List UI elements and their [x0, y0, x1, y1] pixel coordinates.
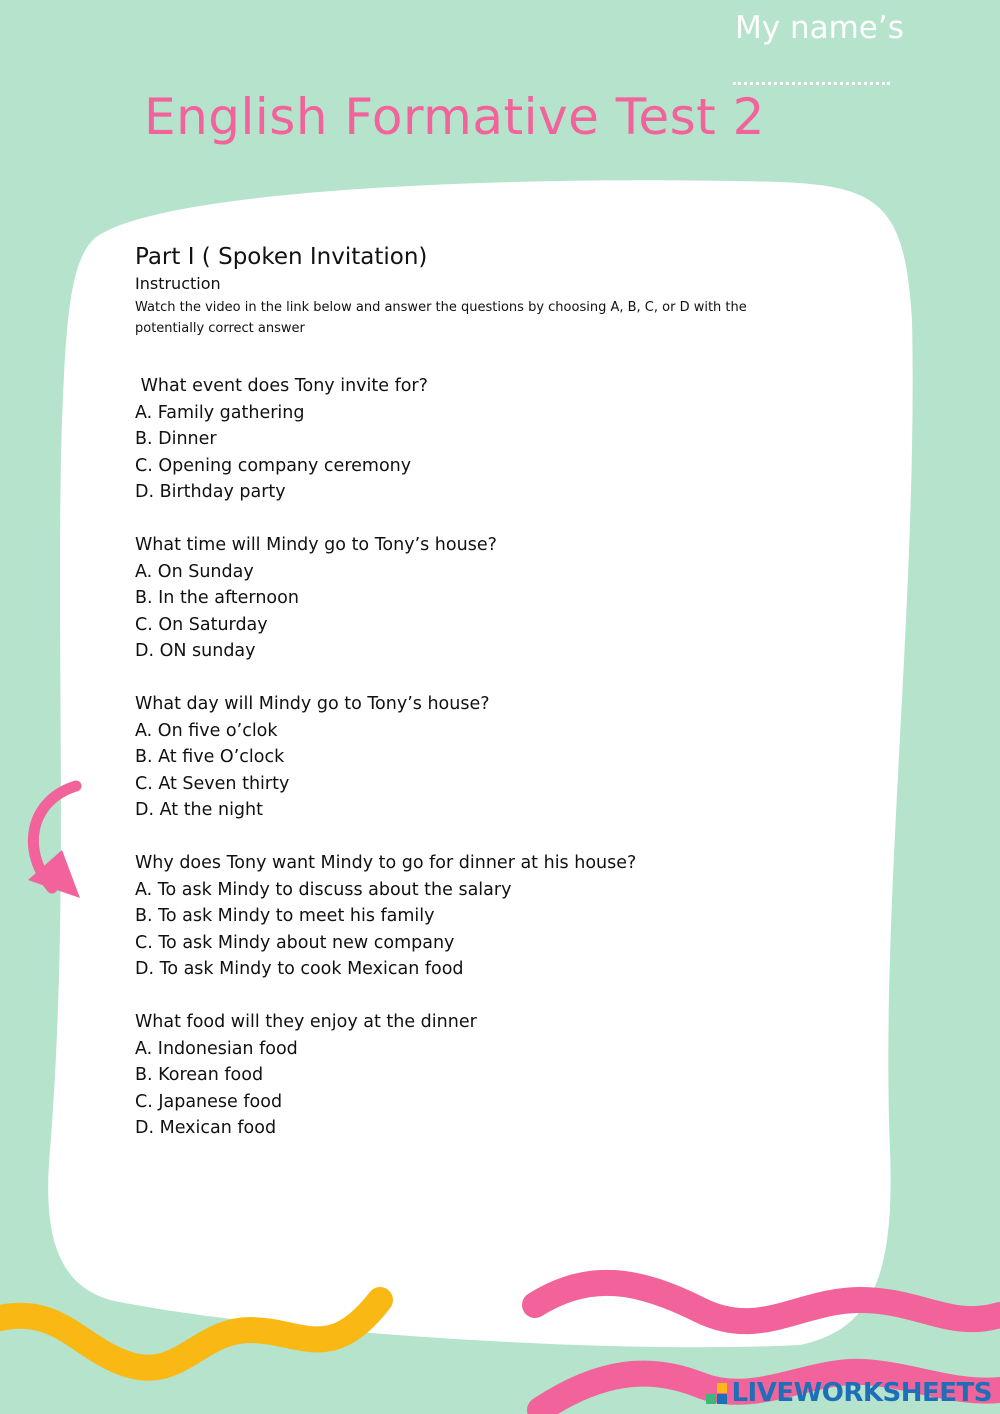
- liveworksheets-logo-icon: [706, 1383, 727, 1404]
- question-stem: Why does Tony want Mindy to go for dinner at his house?: [135, 853, 637, 873]
- answer-option[interactable]: C. Japanese food: [135, 1091, 283, 1112]
- answer-option[interactable]: C. To ask Mindy about new company: [135, 932, 455, 953]
- answer-option[interactable]: D. ON sunday: [135, 641, 256, 661]
- answer-option[interactable]: D. Birthday party: [135, 482, 286, 502]
- worksheet-content: [135, 244, 835, 1168]
- instruction-label: Instruction: [135, 274, 221, 293]
- brand-name: LIVEWORKSHEETS: [731, 1378, 992, 1408]
- answer-option[interactable]: D. To ask Mindy to cook Mexican food: [135, 959, 464, 979]
- answer-option[interactable]: A. Family gathering: [135, 402, 305, 423]
- question-stem: What time will Mindy go to Tony’s house?: [135, 535, 497, 555]
- question-5: [135, 1009, 835, 1142]
- question-1: [135, 373, 835, 506]
- answer-option[interactable]: B. Korean food: [135, 1065, 264, 1085]
- name-input-line[interactable]: [733, 82, 890, 85]
- answer-option[interactable]: B. To ask Mindy to meet his family: [135, 906, 435, 926]
- answer-option[interactable]: D. At the night: [135, 800, 263, 820]
- answer-option[interactable]: B. In the afternoon: [135, 588, 299, 608]
- answer-option[interactable]: A. On five o’clok: [135, 720, 278, 741]
- answer-option[interactable]: B. Dinner: [135, 429, 217, 449]
- answer-option[interactable]: C. On Saturday: [135, 614, 268, 635]
- question-4: [135, 850, 835, 983]
- question-stem: What event does Tony invite for?: [135, 376, 428, 396]
- liveworksheets-logo[interactable]: [706, 1378, 992, 1408]
- answer-option[interactable]: C. At Seven thirty: [135, 773, 290, 794]
- question-stem: What day will Mindy go to Tony’s house?: [135, 694, 490, 714]
- answer-option[interactable]: A. Indonesian food: [135, 1038, 298, 1059]
- answer-option[interactable]: A. On Sunday: [135, 561, 254, 582]
- page-title: English Formative Test 2: [144, 88, 765, 146]
- answer-option[interactable]: A. To ask Mindy to discuss about the salary: [135, 879, 512, 900]
- question-list: [135, 373, 835, 1142]
- part-title: Part I ( Spoken Invitation): [135, 244, 428, 270]
- answer-option[interactable]: B. At five O’clock: [135, 747, 285, 767]
- name-label: My name’s: [735, 10, 904, 46]
- question-2: [135, 532, 835, 665]
- answer-option[interactable]: C. Opening company ceremony: [135, 455, 412, 476]
- answer-option[interactable]: D. Mexican food: [135, 1118, 277, 1138]
- question-3: [135, 691, 835, 824]
- question-stem: What food will they enjoy at the dinner: [135, 1012, 477, 1032]
- instruction-text: Watch the video in the link below and answer the questions by choosing A, B, C, or D with the potentially correct answer: [135, 300, 747, 336]
